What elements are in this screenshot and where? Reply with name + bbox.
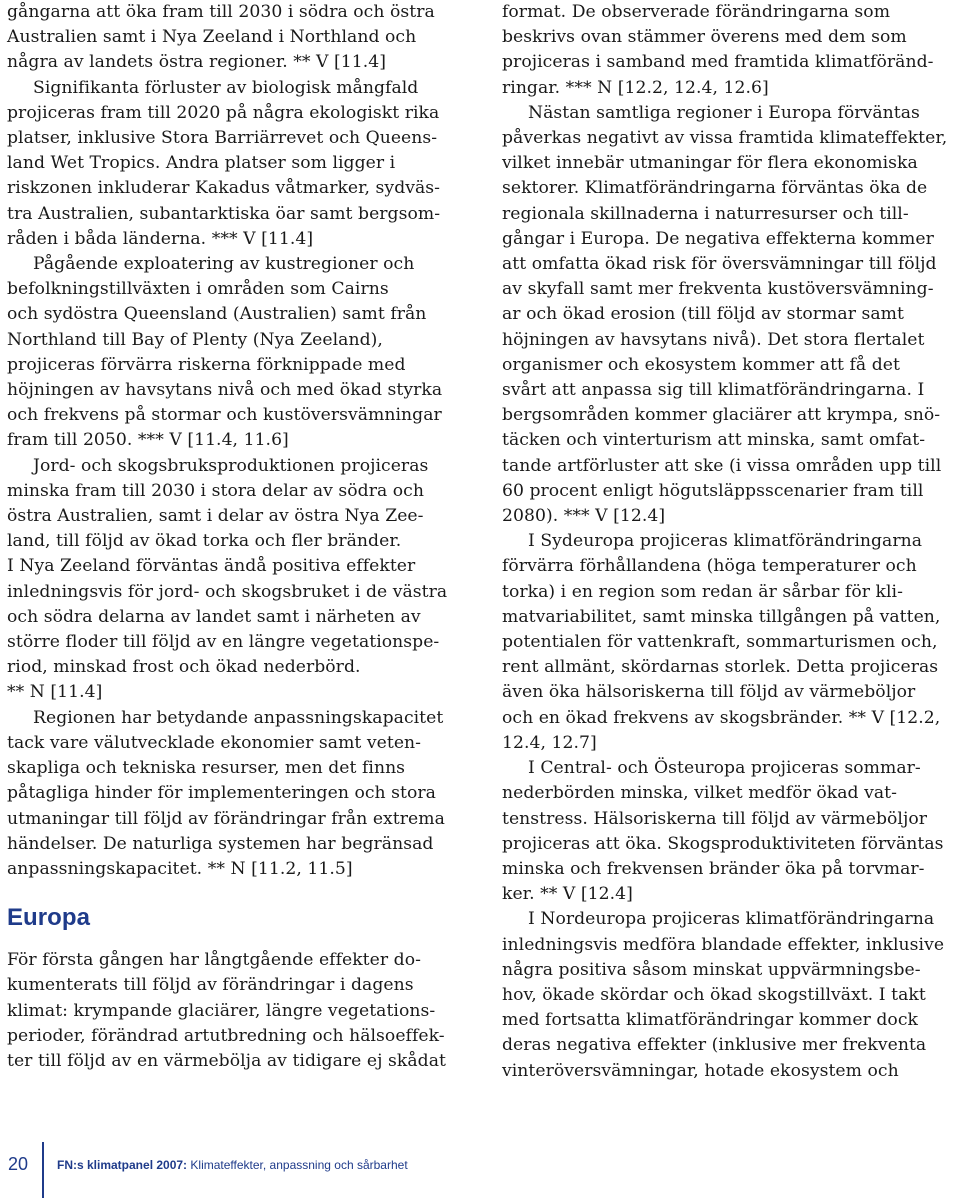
page-number: 20 [8,1154,29,1174]
paragraph: I Nya Zeeland förväntas ändå positiva effekter inledningsvis för jord- och skogsbruket i de västra och södra delarna av landet samt i närheten av större floder till följd av en längre vegetationspe- riod, minskad frost och ökad nederbörd. ** N [11.4] [7,556,448,703]
paragraph: Nästan samtliga regioner i Europa förväntas påverkas negativt av vissa framtida klimateffekter, vilket innebär utmaningar för flera ekonomiska sektorer. Klimatförändringarna förväntas öka de regionala skillnaderna i naturresurser och till- gångar i Europa. De negativa effekterna kommer att omfatta ökad risk för översvämningar till följd av skyfall samt mer frekventa kustöversvämning- ar och ökad erosion (till följd av stormar samt höjningen av havsytans nivå). Det stora flertalet organismer och ekosystem kommer att få det svårt att anpassa sig till klimatförändringarna. I bergsområden kommer glaciärer att krympa, snö- täcken och vinterturism att minska, samt omfat- tande artförluster att ske (i vissa områden upp till 60 procent enligt högutsläppsscenarier fram till 2080). *** V [12.4] [502,102,948,527]
paragraph: format. De observerade förändringarna som beskrivs ovan stämmer överens med dem som projiceras i samband med framtida klimatföränd- ringar. *** N [12.2, 12.4, 12.6] [502,2,934,98]
paragraph: Regionen har betydande anpassningskapacitet tack vare välutvecklade ekonomier samt veten- skapliga och tekniska resurser, men det finns påtagliga hinder för implementeringen och stora utmaningar till följd av förändringar från extrema händelser. De naturliga systemen har begränsad anpassningskapacitet. ** N [11.2, 11.5] [7,707,445,879]
left-column [7,0,470,1074]
paragraph: I Sydeuropa projiceras klimatförändringarna förvärra förhållandena (höga temperaturer och torka) i en region som redan är sårbar för kli- matvariabilitet, samt minska tillgången på vatten, potentialen för vattenkraft, sommarturismen och, rent allmänt, skördarnas storlek. Detta projiceras även öka hälsoriskerna till följd av värmeböljor och en ökad frekvens av skogsbränder. ** V [12.2, 12.4, 12.7] [502,531,941,753]
paragraph: gångarna att öka fram till 2030 i södra och östra Australien samt i Nya Zeeland i Northland och några av landets östra regioner. ** V [11.4] [7,2,435,73]
footer-subtitle: Klimateffekter, anpassning och sårbarhet [190,1158,408,1172]
section-heading: Europa [7,904,90,932]
footer-divider [42,1142,44,1198]
paragraph: För första gången har långtgående effekter do- kumenterats till följd av förändringar i dagens klimat: krympande glaciärer, längre vegetations- perioder, förändrad artutbredning och hälsoeffek- ter till följd av en värmebölja av tidigare ej skådat [7,950,446,1071]
paragraph: I Central- och Östeuropa projiceras sommar- nederbörden minska, vilket medför ökad vat- tenstress. Hälsoriskerna till följd av värmeböljor projiceras att öka. Skogsproduktiviteten förväntas minska och frekvensen bränder öka på torvmar- ker. ** V [12.4] [502,758,944,905]
paragraph: Jord- och skogsbruksproduktionen projiceras minska fram till 2030 i stora delar av södra och östra Australien, samt i delar av östra Nya Zee- land, till följd av ökad torka och fler bränder. [7,455,429,552]
footer-title [57,1158,408,1172]
page-footer [0,1138,960,1198]
paragraph: I Nordeuropa projiceras klimatförändringarna inledningsvis medföra blandade effekter, inklusive några positiva såsom minskat uppvärmningsbe- hov, ökade skördar och ökad skogstillväxt. I takt med fortsatta klimatförändringar kommer dock deras negativa effekter (inklusive mer frekventa vinteröversvämningar, hotade ekosystem och [502,909,945,1081]
paragraph: Pågående exploatering av kustregioner och befolkningstillväxten i områden som Cairns och sydöstra Queensland (Australien) samt från Northland till Bay of Plenty (Nya Zeeland), projiceras förvärra riskerna förknippade med höjningen av havsytans nivå och med ökad styrka och frekvens på stormar och kustöversvämningar fram till 2050. *** V [11.4, 11.6] [7,254,443,451]
right-column [502,0,958,1084]
paragraph: Signifikanta förluster av biologisk mångfald projiceras fram till 2020 på några ekologiskt rika platser, inklusive Stora Barriärrevet och Queens- land Wet Tropics. Andra platser som ligger i riskzonen inkluderar Kakadus våtmarker, sydväs- tra Australien, subantarktiska öar samt bergsom- råden i båda länderna. *** V [11.4] [7,77,441,249]
footer-publication: FN:s klimatpanel 2007: [57,1158,188,1172]
